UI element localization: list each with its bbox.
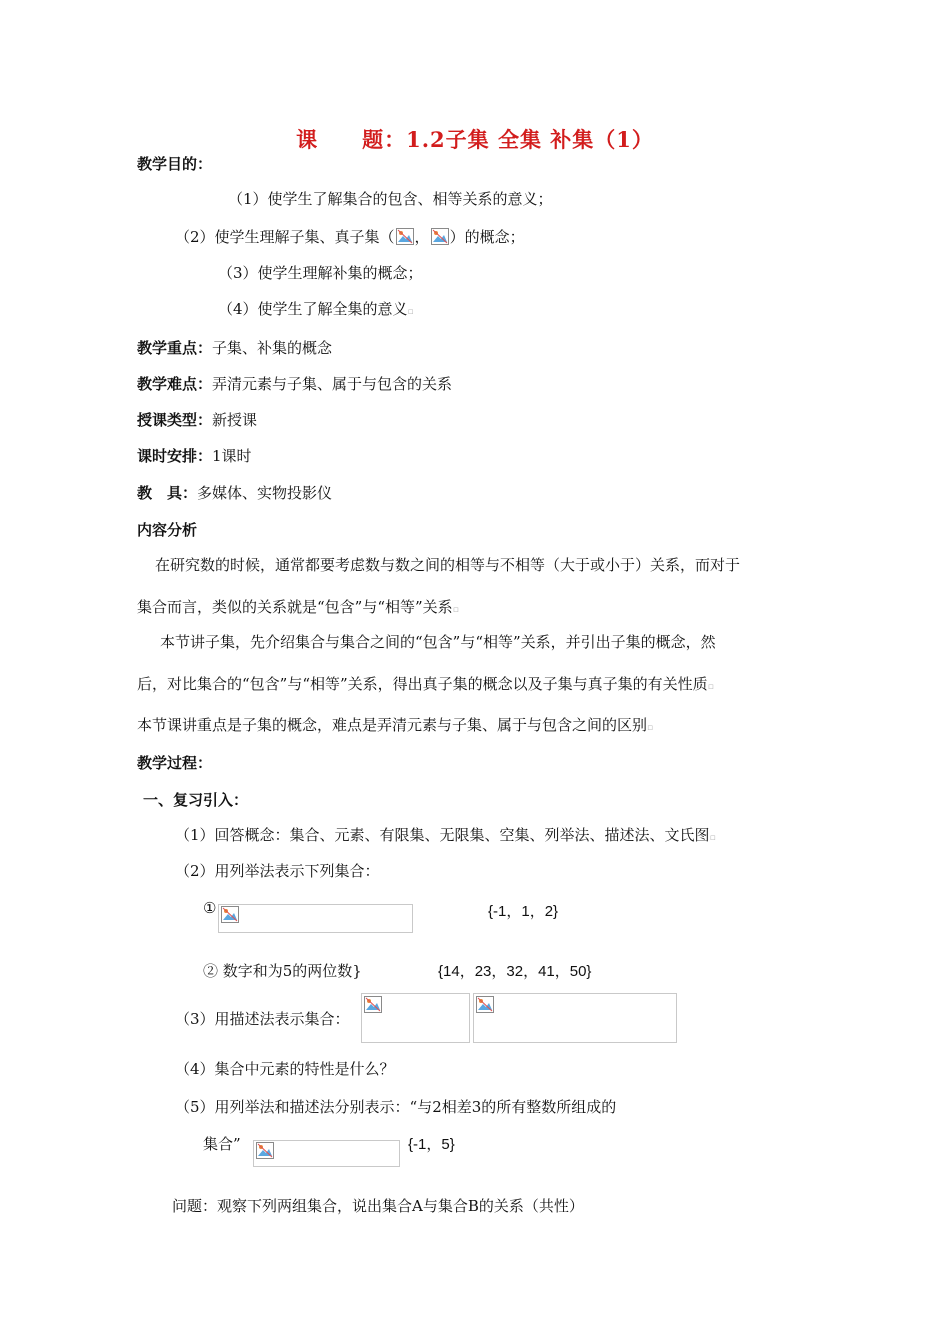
analysis-p2-line2 [137, 673, 714, 694]
info-schedule [137, 445, 252, 466]
analysis-text: 后，对比集合的“包含”与“相等”关系，得出真子集的概念以及子集与真子集的有关性质 [137, 675, 708, 693]
broken-image-icon [476, 996, 494, 1013]
q2-b-text: ② 数字和为5的两位数} [203, 962, 362, 980]
formula-image-box [218, 904, 413, 933]
q2-a-marker: ① [203, 899, 217, 917]
process-heading: 教学过程： [137, 754, 213, 772]
question-4: （4）集合中元素的特性是什么？ [175, 1060, 395, 1078]
analysis-p2-line3 [137, 714, 653, 735]
objective-3: （3）使学生理解补集的概念； [218, 264, 423, 282]
formula-image-box [253, 1140, 400, 1167]
section-review: 一、复习引入： [143, 791, 249, 809]
info-value: 弄清元素与子集、属于与包含的关系 [212, 375, 453, 393]
q5-answer: {-1，5} [408, 1136, 455, 1153]
info-value: 新授课 [212, 411, 258, 429]
objective-2-prefix: （2）使学生理解子集、真子集（ [175, 228, 395, 246]
analysis-text: 本节课讲重点是子集的概念，难点是弄清元素与子集、属于与包含之间的区别 [137, 716, 648, 734]
question-1 [175, 824, 716, 845]
broken-image-icon [431, 228, 449, 249]
q2-b-answer: {14，23，32，41，50} [438, 963, 592, 980]
broken-image-icon [256, 1142, 274, 1159]
objective-2 [175, 226, 525, 249]
question-5-line1: （5）用列举法和描述法分别表示：“与2相差3的所有整数所组成的 [175, 1098, 617, 1116]
analysis-p2-line1: 本节讲子集，先介绍集合与集合之间的“包含”与“相等”关系，并引出子集的概念，然 [160, 633, 716, 651]
page-title: 课 题：1.2子集 全集 补集（1） [296, 127, 654, 152]
objective-4-text: （4）使学生了解全集的意义 [218, 300, 408, 318]
question-2: （2）用列举法表示下列集合： [175, 862, 380, 880]
info-value: 1课时 [212, 447, 252, 465]
paragraph-mark: ▫ [647, 723, 654, 733]
info-lesson-type [137, 409, 257, 430]
objective-1: （1）使学生了解集合的包含、相等关系的意义； [228, 190, 553, 208]
paragraph-mark: ▫ [452, 605, 459, 615]
analysis-p1-line2 [137, 596, 459, 617]
analysis-p1-line1: 在研究数的时候，通常都要考虑数与数之间的相等与不相等（大于或小于）关系，而对于 [155, 556, 741, 574]
question-3: （3）用描述法表示集合： [175, 1010, 350, 1028]
info-value: 多媒体、实物投影仪 [197, 484, 333, 502]
observation-question: 问题：观察下列两组集合，说出集合A与集合B的关系（共性） [172, 1197, 584, 1215]
objective-2-suffix: ）的概念； [449, 228, 525, 246]
paragraph-mark: ▫ [709, 833, 716, 843]
info-value: 子集、补集的概念 [212, 339, 333, 357]
question-text: （1）回答概念：集合、元素、有限集、无限集、空集、列举法、描述法、文氏图 [175, 826, 710, 844]
info-tools [137, 482, 332, 503]
info-label: 授课类型： [137, 411, 213, 429]
objective-2-comma: ， [414, 228, 430, 246]
broken-image-icon [396, 228, 414, 249]
broken-image-icon [364, 996, 382, 1013]
info-label: 教学难点： [137, 375, 213, 393]
info-label: 教学重点： [137, 339, 213, 357]
info-difficulties [137, 373, 452, 394]
content-analysis-heading: 内容分析 [137, 521, 198, 539]
q2-a-answer: {-1，1，2} [488, 903, 559, 920]
objectives-heading: 教学目的： [137, 155, 213, 173]
broken-image-icon [221, 906, 239, 923]
objective-4 [218, 298, 414, 319]
info-key-points [137, 337, 332, 358]
info-label: 课时安排： [137, 447, 213, 465]
question-5-line2: 集合” [203, 1135, 241, 1153]
paragraph-mark: ▫ [707, 682, 714, 692]
formula-image-box [473, 993, 677, 1043]
analysis-text: 集合而言，类似的关系就是“包含”与“相等”关系 [137, 598, 453, 616]
info-label: 教 具： [137, 484, 198, 502]
paragraph-mark: ▫ [407, 307, 414, 317]
